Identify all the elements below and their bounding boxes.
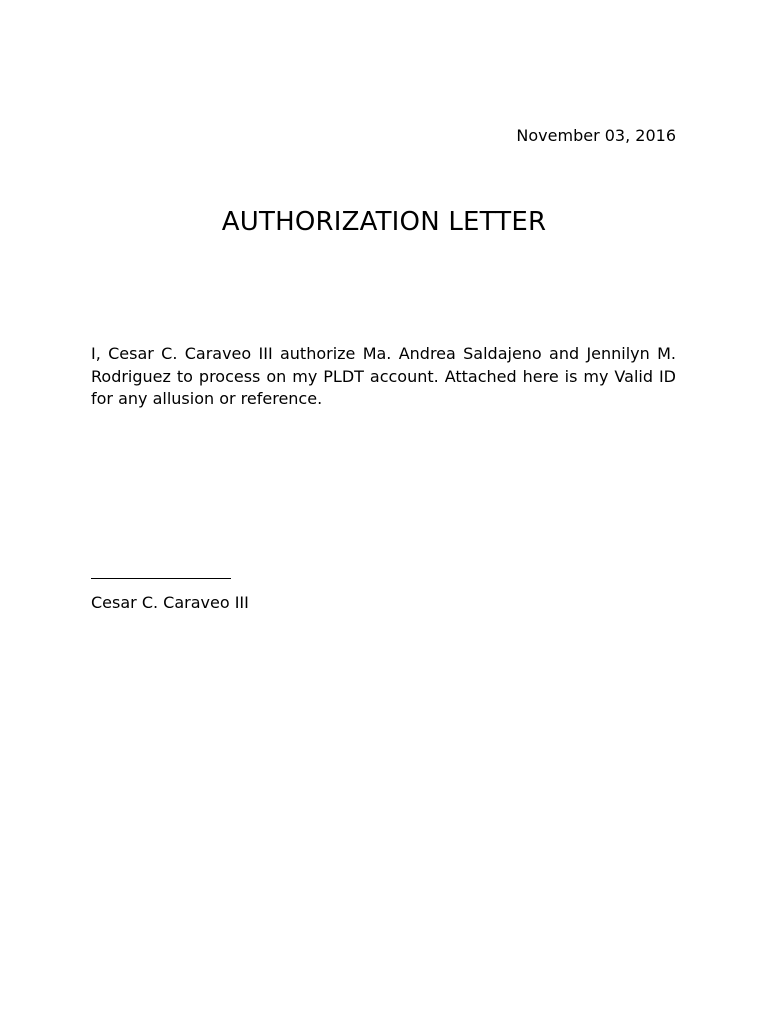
letter-title: AUTHORIZATION LETTER [221, 207, 547, 237]
signatory-name: Cesar C. Caraveo III [91, 593, 249, 612]
letter-date: November 03, 2016 [516, 126, 676, 145]
letter-body: I, Cesar C. Caraveo III authorize Ma. Andrea Saldajeno and Jennilyn M. Rodriguez to process on my PLDT account. Attached here is my Valid ID for any allusion or reference. [91, 344, 676, 408]
signature-line [91, 578, 231, 579]
